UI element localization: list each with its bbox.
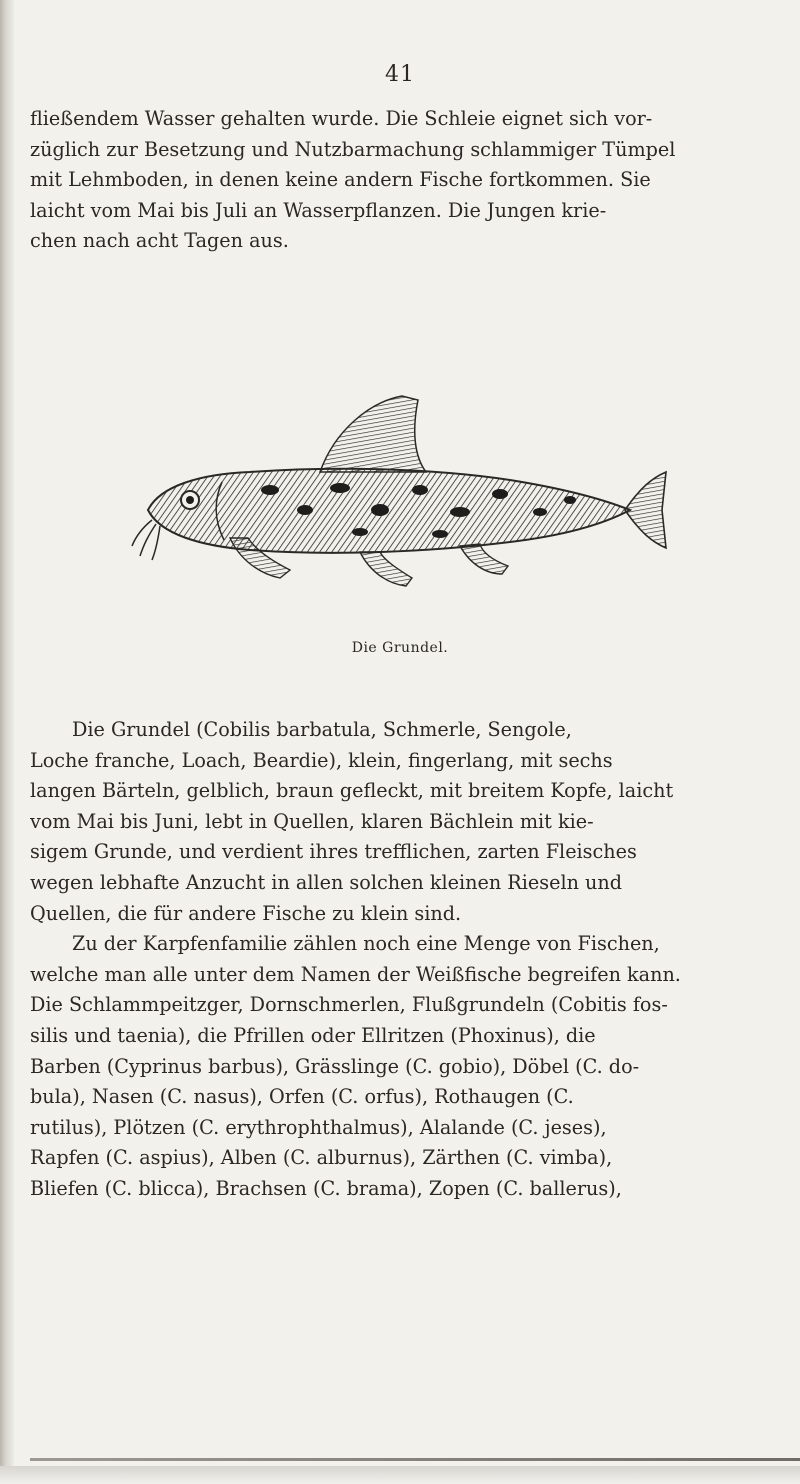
text-line: Rapfen (C. aspius), Alben (C. alburnus), Zärthen (C. vimba),: [30, 1146, 613, 1170]
paragraph-schleie: [30, 104, 775, 257]
text-line: fließendem Wasser gehalten wurde. Die Schleie eignet sich vor-: [30, 107, 653, 130]
text-line: silis und taenia), die Pfrillen oder Ellritzen (Phoxinus), die: [30, 1023, 596, 1047]
text-line: wegen lebhafte Anzucht in allen solchen kleinen Rieseln und: [30, 870, 623, 894]
text-line: Die Grundel (Cobilis barbatula, Schmerle, Sengole,: [72, 718, 572, 741]
text-line: Quellen, die für andere Fische zu klein sind.: [30, 901, 462, 925]
text-line: vom Mai bis Juni, lebt in Quellen, klaren Bächlein mit kie-: [30, 809, 594, 833]
figure-caption: Die Grundel.: [351, 640, 449, 656]
text-line: Zu der Karpfenfamilie zählen noch eine Menge von Fischen,: [72, 932, 660, 956]
text-line: Bliefen (C. blicca), Brachsen (C. brama), Zopen (C. ballerus),: [30, 1176, 622, 1200]
text-line: bula), Nasen (C. nasus), Orfen (C. orfus), Rothaugen (C.: [30, 1085, 574, 1109]
text-line: chen nach acht Tagen aus.: [30, 229, 289, 253]
paragraph-karpfen: [30, 929, 775, 1204]
page-bottom-edge: [0, 1466, 800, 1484]
text-line: rutilus), Plötzen (C. erythrophthalmus), Alalande (C. jeses),: [30, 1115, 607, 1139]
body-text: [30, 715, 775, 1205]
text-line: welche man alle unter dem Namen der Weißfische begreifen kann.: [30, 962, 681, 986]
page-number: 41: [385, 62, 415, 87]
text-line: Die Schlammpeitzger, Dornschmerlen, Flußgrundeln (Cobitis fos-: [30, 993, 668, 1017]
paragraph-grundel: [30, 715, 775, 929]
text-line: Barben (Cyprinus barbus), Grässlinge (C. gobio), Döbel (C. do-: [30, 1054, 640, 1078]
text-line: sigem Grunde, und verdient ihres trefflichen, zarten Fleisches: [30, 840, 637, 864]
text-line: mit Lehmboden, in denen keine andern Fische fortkommen. Sie: [30, 168, 651, 192]
text-line: laicht vom Mai bis Juli an Wasserpflanzen. Die Jungen krie-: [30, 198, 607, 222]
text-line: Loche franche, Loach, Beardie), klein, fingerlang, mit sechs: [30, 748, 613, 772]
text-line: langen Bärteln, gelblich, braun gefleckt, mit breitem Kopfe, laicht: [30, 779, 674, 803]
text-line: züglich zur Besetzung und Nutzbarmachung schlammiger Tümpel: [30, 137, 676, 161]
bottom-rule: [30, 1458, 800, 1461]
grundel-fish-illustration: [130, 360, 670, 630]
page-edge-shadow: [0, 0, 14, 1484]
